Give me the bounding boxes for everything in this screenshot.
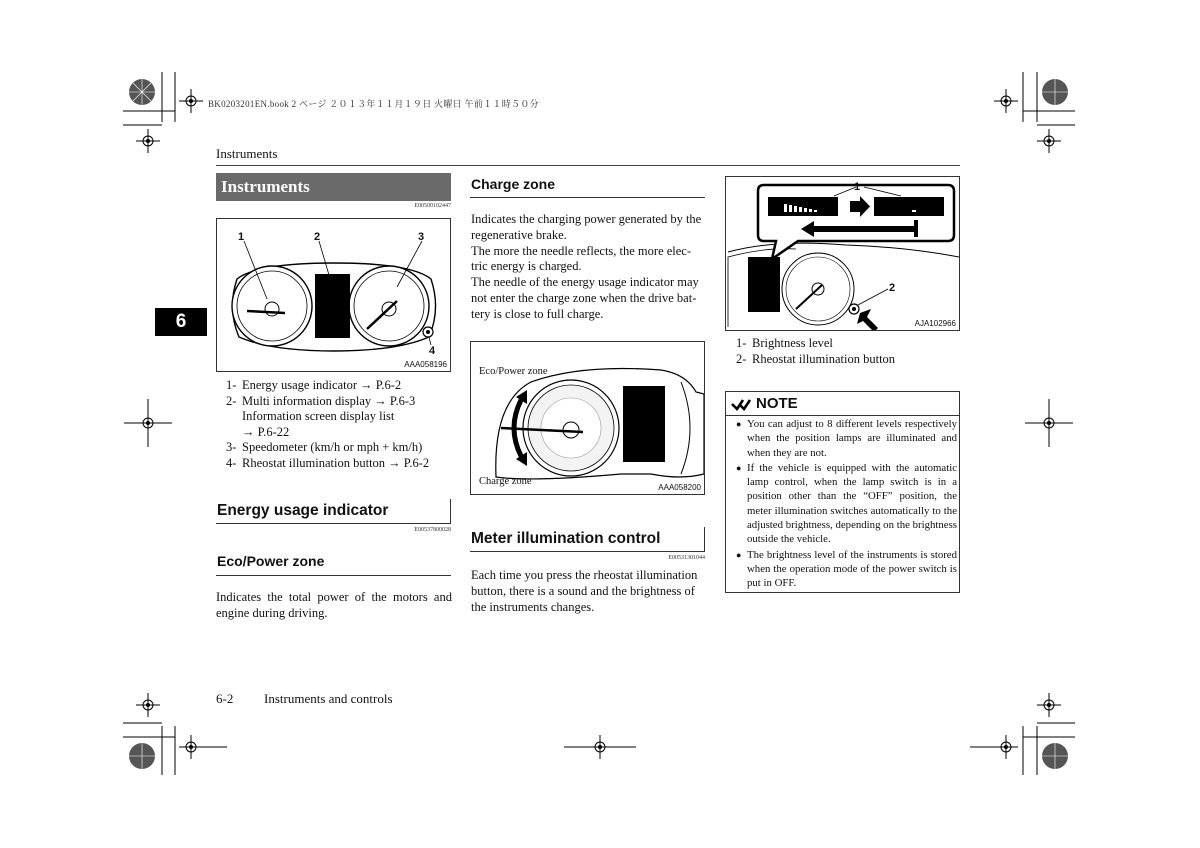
body-line: not enter the charge zone when the drive bat- — [471, 290, 697, 305]
heading-rule — [216, 523, 451, 524]
eco-power-heading: Eco/Power zone — [217, 553, 325, 569]
body-line: the instruments changes. — [471, 599, 595, 614]
fig3-code: AJA102966 — [914, 319, 956, 328]
subheading-rule — [470, 197, 705, 198]
section-code: E00500102447 — [414, 203, 451, 209]
heading-vrule — [450, 499, 451, 524]
eco-power-body: Indicates the total power of the motors and engine during driving. — [216, 590, 452, 620]
heading-rule — [470, 551, 705, 552]
section-title: Instruments — [216, 173, 451, 201]
brightness-figure — [725, 176, 960, 331]
fig2-code: AAA058200 — [658, 483, 701, 492]
body-line: The needle of the energy usage indicator may — [471, 275, 699, 290]
instrument-cluster-illustration — [217, 219, 450, 371]
fig1-callout-4: 4 — [429, 345, 436, 357]
header-rule — [216, 165, 960, 166]
running-head: Instruments — [216, 146, 278, 161]
energy-code: E00537800028 — [414, 527, 451, 533]
caption-item: 3- Speedometer (km/h or mph + km/h) — [226, 440, 423, 454]
meter-code: E00531301044 — [668, 555, 705, 561]
fig3-callout-2: 2 — [889, 282, 896, 294]
body-line: tric energy is charged. — [471, 259, 582, 274]
energy-usage-heading: Energy usage indicator — [217, 502, 389, 519]
body-line: regenerative brake. — [471, 227, 567, 242]
charge-zone-body — [471, 212, 707, 323]
fig1-callout-1: 1 — [238, 231, 245, 243]
meter-illumination-heading: Meter illumination control — [471, 530, 661, 547]
caption-item: Information screen display list — [242, 409, 395, 423]
heading-vrule — [704, 527, 705, 552]
charge-zone-label: Charge zone — [479, 476, 532, 487]
note-item: ● The brightness level of the instruments is stored when the operation mode of the power switch is put in OFF. — [736, 548, 957, 591]
chapter-tab: 6 — [155, 308, 207, 336]
body-line: Each time you press the rheostat illumination — [471, 568, 698, 582]
brightness-illustration — [726, 177, 959, 330]
fig1-code: AAA058196 — [404, 360, 447, 369]
note-header — [726, 392, 959, 416]
cluster-caption-list — [226, 378, 452, 471]
page-number: 6-2 — [216, 691, 234, 706]
body-line: Indicates the charging power generated by the — [471, 212, 702, 226]
meter-illumination-body — [471, 568, 707, 615]
print-job-header: BK0203201EN.book 2 ページ ２０１３年１１月１９日 火曜日 午前１１時５０分 — [208, 99, 539, 109]
eco-power-zone-label: Eco/Power zone — [479, 366, 548, 377]
fig1-callout-3: 3 — [418, 231, 425, 243]
caption-item: 2- Rheostat illumination button — [736, 351, 896, 366]
note-list — [736, 417, 957, 592]
footer-section-name: Instruments and controls — [264, 691, 393, 706]
body-line: button, there is a sound and the brightness of — [471, 583, 695, 598]
note-box — [725, 391, 960, 593]
note-title: NOTE — [756, 395, 798, 412]
caption-item: 1- Energy usage indicator → P.6-2 — [226, 378, 402, 392]
subheading-rule — [216, 575, 451, 576]
energy-indicator-illustration — [471, 342, 704, 494]
body-line: tery is close to full charge. — [471, 306, 604, 321]
body-line: The more the needle reflects, the more elec- — [471, 243, 692, 258]
brightness-caption-list — [736, 336, 960, 367]
fig1-callout-2: 2 — [314, 231, 321, 243]
caption-item: 1- Brightness level — [736, 336, 833, 350]
charge-zone-heading: Charge zone — [471, 176, 556, 192]
caption-item: 2- Multi information display → P.6-3 — [226, 393, 416, 408]
note-check-icon — [730, 395, 752, 413]
caption-item: → P.6-22 — [242, 424, 290, 439]
energy-indicator-figure — [470, 341, 705, 495]
instrument-cluster-figure — [216, 218, 451, 372]
note-item: ● You can adjust to 8 different levels respectively when the position lamps are illuminated and when they are not. — [736, 417, 957, 460]
caption-item: 4- Rheostat illumination button → P.6-2 — [226, 455, 430, 470]
fig3-callout-1: 1 — [854, 181, 861, 193]
note-item: ● If the vehicle is equipped with the automatic lamp control, when the lamp switch is in a position other than the “OFF” position, the meter illumination switches automatically to the adjusted brightness, depending on the brightness outside the vehicle. — [736, 461, 957, 547]
